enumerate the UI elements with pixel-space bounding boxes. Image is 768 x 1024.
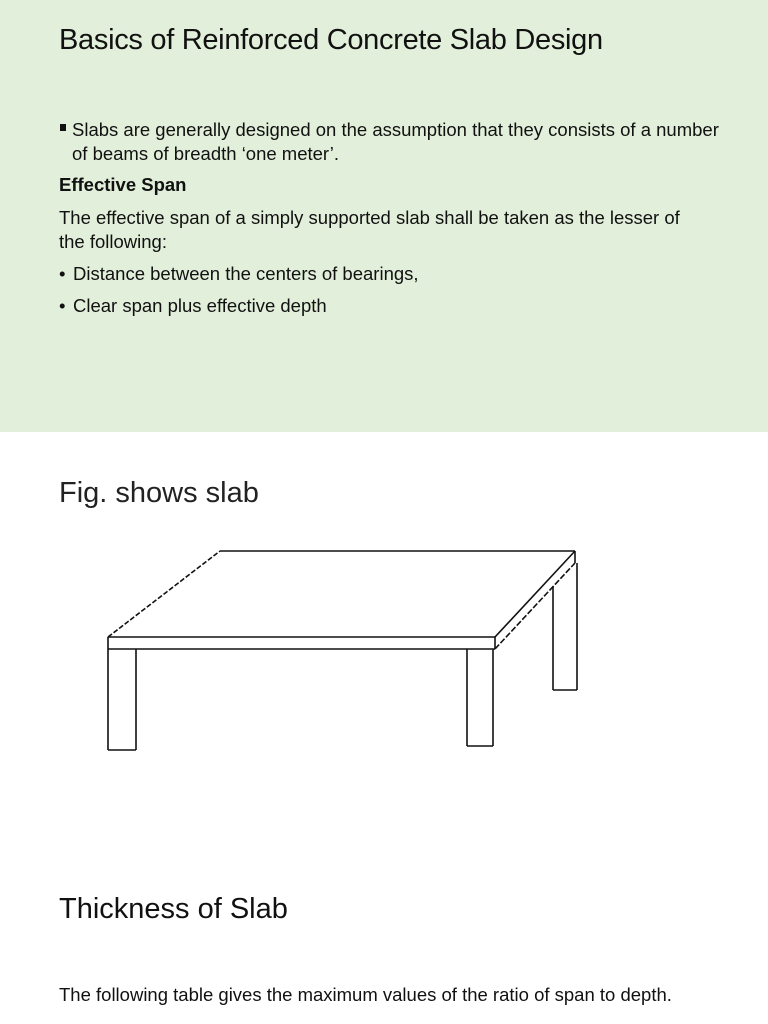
list-item-text: Clear span plus effective depth	[73, 295, 327, 316]
effective-span-paragraph: The effective span of a simply supported slab shall be taken as the lesser of the following:	[59, 207, 680, 252]
dot-bullet-icon: •	[59, 263, 66, 284]
thickness-paragraph: The following table gives the maximum values of the ratio of span to depth.	[59, 984, 672, 1005]
slide-title: Basics of Reinforced Concrete Slab Design	[59, 24, 603, 56]
slab-figure	[95, 536, 605, 766]
bullet-slabs-assumption	[59, 118, 719, 166]
slab-table-drawing-icon	[95, 536, 605, 766]
slide-basics	[0, 0, 768, 432]
effective-span-heading: Effective Span	[59, 174, 187, 195]
dot-bullet-icon: •	[59, 295, 66, 316]
figure-title: Fig. shows slab	[59, 477, 259, 509]
bullet-text: Slabs are generally designed on the assumption that they consists of a number of beams of breadth ‘one meter’.	[72, 119, 719, 164]
thickness-title: Thickness of Slab	[59, 893, 288, 925]
list-item	[59, 294, 327, 318]
list-item	[59, 262, 419, 286]
square-bullet-icon	[60, 124, 66, 131]
list-item-text: Distance between the centers of bearings,	[73, 263, 419, 284]
